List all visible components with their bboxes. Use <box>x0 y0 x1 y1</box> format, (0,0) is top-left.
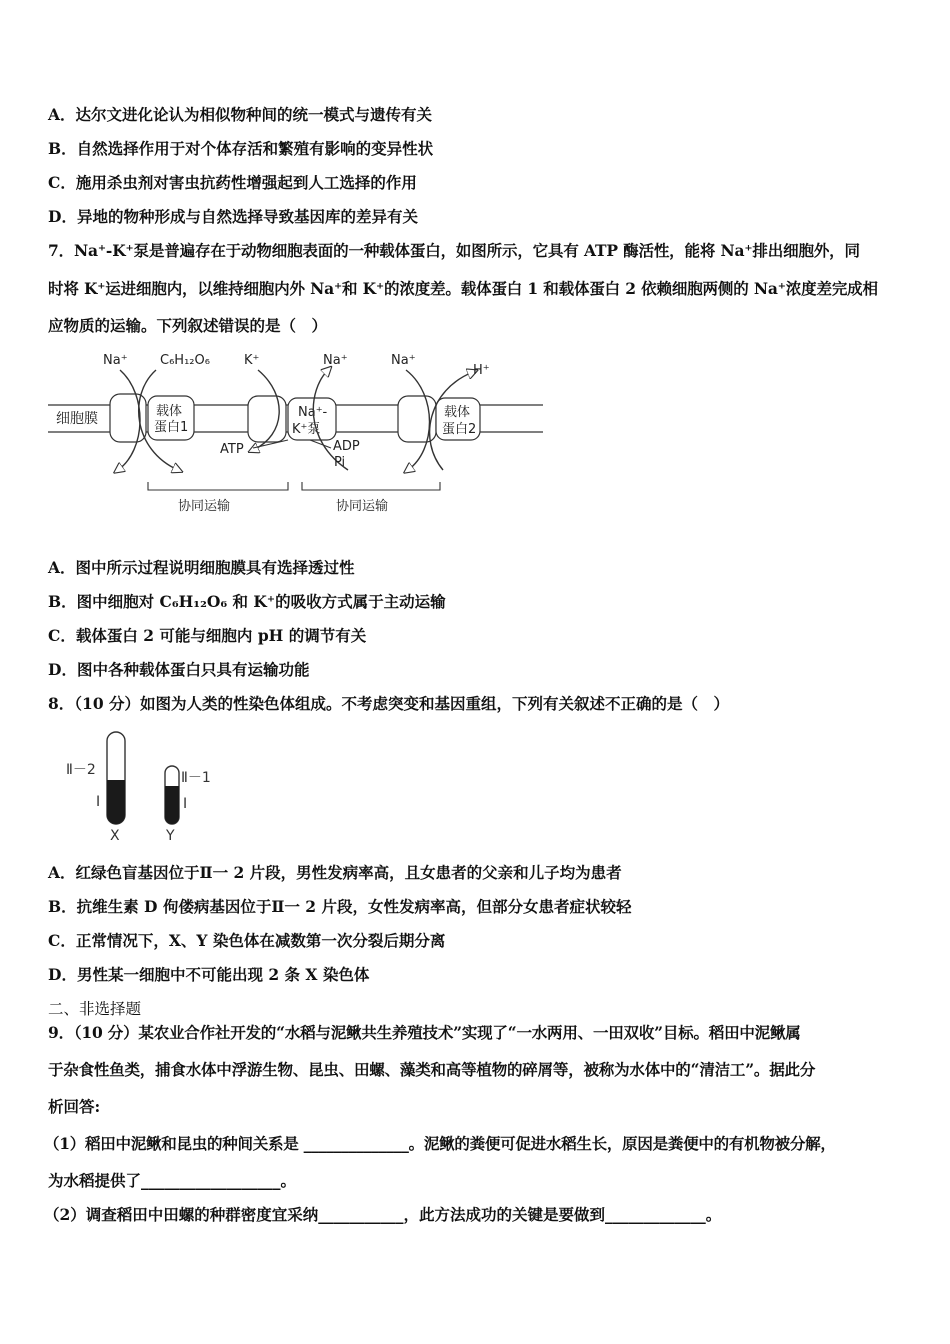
option-letter: C． <box>48 931 76 950</box>
option-letter: C． <box>48 626 76 645</box>
cotransport-label-1: 协同运输 <box>178 499 231 514</box>
option-letter: B． <box>48 592 77 611</box>
option-letter: C． <box>48 173 76 192</box>
option-letter: A． <box>48 863 76 882</box>
option-text: 图中细胞对 C₆H₁₂O₆ 和 K⁺的吸收方式属于主动运输 <box>76 592 446 611</box>
option-letter: D． <box>48 660 77 679</box>
q8-option-d <box>48 963 369 985</box>
q9-stem-line3: 析回答: <box>48 1097 101 1116</box>
q9-sub1-line1: （1）稻田中泥鳅和昆虫的种间关系是 ______________。泥鳅的粪便可促进水稻生长，原因是粪便中的有机物被分解， <box>44 1134 836 1153</box>
option-text: 抗维生素 D 佝偻病基因位于Ⅱ一 2 片段，女性发病率高，但部分女患者症状较轻 <box>76 897 632 916</box>
pump-label-1: Na⁺- <box>298 405 328 420</box>
cotransport-label-2: 协同运输 <box>336 499 389 514</box>
membrane-transport-figure <box>48 340 548 520</box>
label-adp: ADP <box>333 439 360 454</box>
label-h: H⁺ <box>473 363 490 378</box>
label-atp: ATP <box>220 442 244 457</box>
x-segment-i <box>107 780 125 824</box>
cotransport-bracket-2 <box>302 482 440 490</box>
carrier2-label-1: 载体 <box>444 405 471 420</box>
cotransport-bracket-1 <box>148 482 288 490</box>
option-text: 图中各种载体蛋白只具有运输功能 <box>76 660 310 679</box>
q7-option-b <box>48 590 446 612</box>
label-na-1: Na⁺ <box>103 353 128 368</box>
q7-stem-line2: 时将 K⁺运进细胞内，以维持细胞内外 Na⁺和 K⁺的浓度差。载体蛋白 1 和载体蛋白 2 依赖细胞两侧的 Na⁺浓度差完成相 <box>48 279 878 298</box>
q7-option-c <box>48 624 366 646</box>
q7-stem-line3: 应物质的运输。下列叙述错误的是（ ） <box>48 316 328 335</box>
q9-sub2: （2）调查稻田中田螺的种群密度宜采纳___________，此方法成功的关键是要做到_____________。 <box>44 1205 722 1224</box>
option-letter: D． <box>48 965 77 984</box>
option-letter: B． <box>48 897 77 916</box>
option-text: 异地的物种形成与自然选择导致基因库的差异有关 <box>76 207 418 226</box>
option-letter: D． <box>48 207 77 226</box>
q9-sub1-line2: 为水稻提供了__________________。 <box>48 1171 297 1190</box>
membrane-label: 细胞膜 <box>56 411 98 427</box>
x-segment-ii-label: Ⅱ－2 <box>66 762 96 778</box>
q7-stem-line1: 7．Na⁺-K⁺泵是普遍存在于动物细胞表面的一种载体蛋白，如图所示，它具有 ATP 酶活性，能将 Na⁺排出细胞外，同 <box>48 241 860 260</box>
q6-option-c <box>48 171 417 193</box>
q9-stem-line2: 于杂食性鱼类，捕食水体中浮游生物、昆虫、田螺、藻类和高等植物的碎屑等，被称为水体中的“清洁工”。据此分 <box>48 1060 816 1079</box>
label-glucose: C₆H₁₂O₆ <box>160 353 210 368</box>
section-heading: 二、非选择题 <box>48 1000 142 1018</box>
q8-option-c <box>48 929 445 951</box>
q9-stem-line1: 9．（10 分）某农业合作社开发的“水稻与泥鳅共生养殖技术”实现了“一水两用、一田双收”目标。稻田中泥鳅属 <box>48 1023 801 1042</box>
option-letter: B． <box>48 139 77 158</box>
carrier1-label-2: 蛋白1 <box>154 420 189 435</box>
option-text: 红绿色盲基因位于Ⅱ一 2 片段，男性发病率高，且女患者的父亲和儿子均为患者 <box>75 863 622 882</box>
option-text: 正常情况下，X、Y 染色体在减数第一次分裂后期分离 <box>75 931 446 950</box>
q8-stem: 8．（10 分）如图为人类的性染色体组成。不考虑突变和基因重组，下列有关叙述不正确的是（ ） <box>48 694 730 713</box>
option-text: 达尔文进化论认为相似物种间的统一模式与遗传有关 <box>75 105 433 124</box>
x-name: X <box>110 828 120 844</box>
y-segment-i-label: Ⅰ <box>183 796 188 812</box>
q8-option-a <box>48 861 622 883</box>
q6-option-d <box>48 205 418 227</box>
label-pi: Pi <box>334 455 346 470</box>
q7-option-d <box>48 658 309 680</box>
sex-chromosome-figure <box>60 728 240 846</box>
pump-left-lobe <box>248 396 286 442</box>
label-na-3: Na⁺ <box>391 353 416 368</box>
q6-option-b <box>48 137 433 159</box>
option-text: 男性某一细胞中不可能出现 2 条 X 染色体 <box>76 965 370 984</box>
option-text: 自然选择作用于对个体存活和繁殖有影响的变异性状 <box>76 139 434 158</box>
label-k: K⁺ <box>244 353 260 368</box>
q7-option-a <box>48 556 355 578</box>
q8-option-b <box>48 895 632 917</box>
carrier1-label-1: 载体 <box>156 404 183 419</box>
label-na-2: Na⁺ <box>323 353 348 368</box>
x-segment-i-label: Ⅰ <box>96 794 101 810</box>
option-letter: A． <box>48 105 76 124</box>
y-name: Y <box>166 828 175 844</box>
option-text: 施用杀虫剂对害虫抗药性增强起到人工选择的作用 <box>75 173 417 192</box>
pump-label-2: K⁺泵 <box>292 422 321 437</box>
y-segment-ii-label: Ⅱ－1 <box>181 770 211 786</box>
option-text: 图中所示过程说明细胞膜具有选择透过性 <box>75 558 355 577</box>
option-letter: A． <box>48 558 76 577</box>
y-segment-i <box>165 786 179 824</box>
option-text: 载体蛋白 2 可能与细胞内 pH 的调节有关 <box>75 626 367 645</box>
q6-option-a <box>48 103 432 125</box>
carrier2-label-2: 蛋白2 <box>442 422 477 437</box>
